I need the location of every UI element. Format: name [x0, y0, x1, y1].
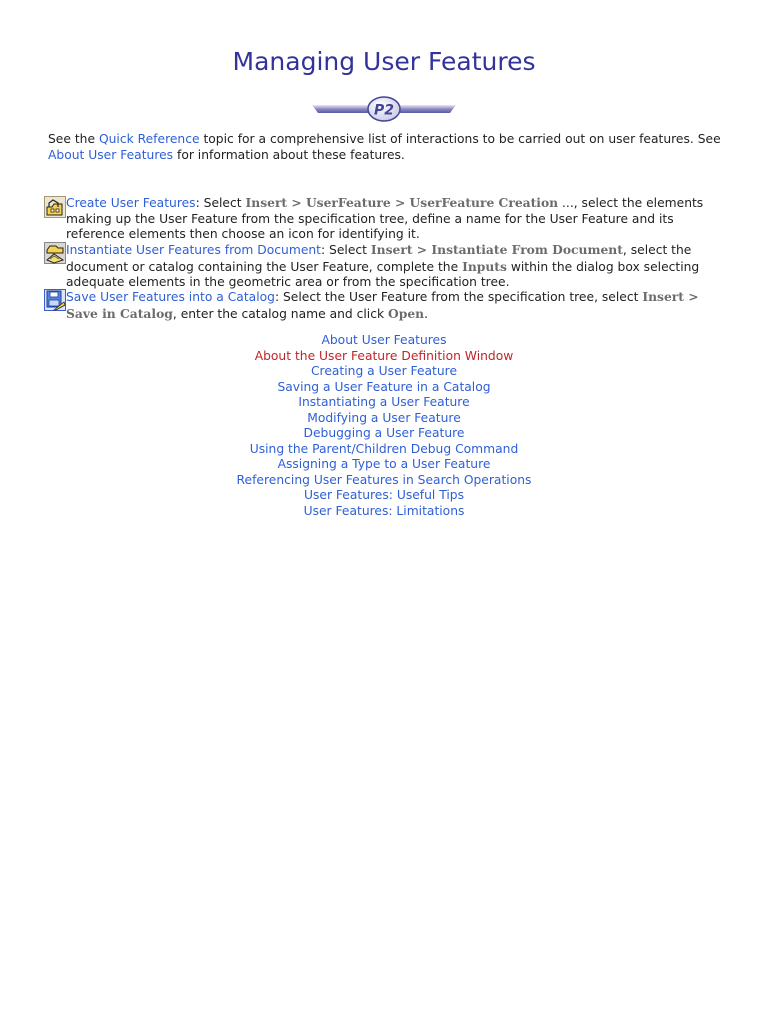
task-text: : Select the User Feature from the specification tree, select — [274, 290, 643, 304]
topic-link-instantiating[interactable]: Instantiating a User Feature — [298, 395, 470, 410]
task-save-user-features — [66, 289, 718, 322]
task-text: within the dialog box selecting adequate elements in the geometric area or from the specification tree. — [66, 259, 700, 290]
instantiate-user-features-link[interactable]: Instantiate User Features from Document — [66, 243, 321, 257]
task-instantiate-user-features — [66, 242, 718, 291]
intro-paragraph — [48, 132, 728, 163]
intro-text: topic for a comprehensive list of interactions to be carried out on user features. See — [199, 132, 721, 146]
topic-link-definition-window[interactable]: About the User Feature Definition Window — [254, 348, 514, 363]
task-text: ..., select the elements making up the User Feature from the specification tree, define a name for the User Feature and its reference elements then choose an icon for identifying it. — [66, 196, 704, 242]
create-user-feature-icon — [44, 196, 66, 218]
task-text: : Select — [195, 196, 246, 210]
intro-text: See the — [48, 132, 99, 146]
topic-link-saving[interactable]: Saving a User Feature in a Catalog — [277, 379, 491, 394]
save-user-features-link[interactable]: Save User Features into a Catalog — [66, 290, 275, 304]
task-text: : Select — [321, 243, 371, 257]
topic-link-list — [0, 333, 768, 520]
quick-reference-link[interactable]: Quick Reference — [98, 132, 200, 146]
task-create-user-features — [66, 195, 718, 243]
topic-link-creating[interactable]: Creating a User Feature — [310, 364, 458, 379]
inputs-label: Inputs — [462, 258, 507, 274]
create-user-features-link[interactable]: Create User Features — [66, 196, 196, 210]
topic-link-assigning-type[interactable]: Assigning a Type to a User Feature — [277, 457, 491, 472]
task-text: , select the document or catalog containing the User Feature, complete the — [66, 243, 692, 274]
topic-link-useful-tips[interactable]: User Features: Useful Tips — [303, 488, 465, 503]
topic-link-parent-children-debug[interactable]: Using the Parent/Children Debug Command — [249, 441, 519, 456]
topic-link-debugging[interactable]: Debugging a User Feature — [303, 426, 465, 441]
p2-label: P2 — [373, 102, 395, 119]
topic-link-modifying[interactable]: Modifying a User Feature — [307, 410, 461, 425]
menu-path: Insert > Save in Catalog — [66, 289, 699, 321]
menu-path: Insert > Instantiate From Document — [370, 242, 623, 257]
topic-link-about-user-features[interactable]: About User Features — [321, 333, 447, 347]
topic-link-search-operations[interactable]: Referencing User Features in Search Operations — [236, 472, 532, 487]
page-title: Managing User Features — [232, 47, 536, 76]
topic-link-limitations[interactable]: User Features: Limitations — [303, 504, 465, 519]
task-text: , enter the catalog name and click — [172, 306, 389, 321]
about-user-features-link[interactable]: About User Features — [48, 147, 174, 162]
menu-path: Insert > UserFeature > UserFeature Creation — [245, 195, 559, 210]
p2-banner — [310, 95, 458, 123]
save-in-catalog-icon — [44, 289, 66, 311]
instantiate-from-document-icon — [44, 242, 66, 264]
open-label: Open — [388, 305, 425, 321]
task-text: . — [424, 306, 429, 321]
intro-text: for information about these features. — [173, 147, 405, 162]
